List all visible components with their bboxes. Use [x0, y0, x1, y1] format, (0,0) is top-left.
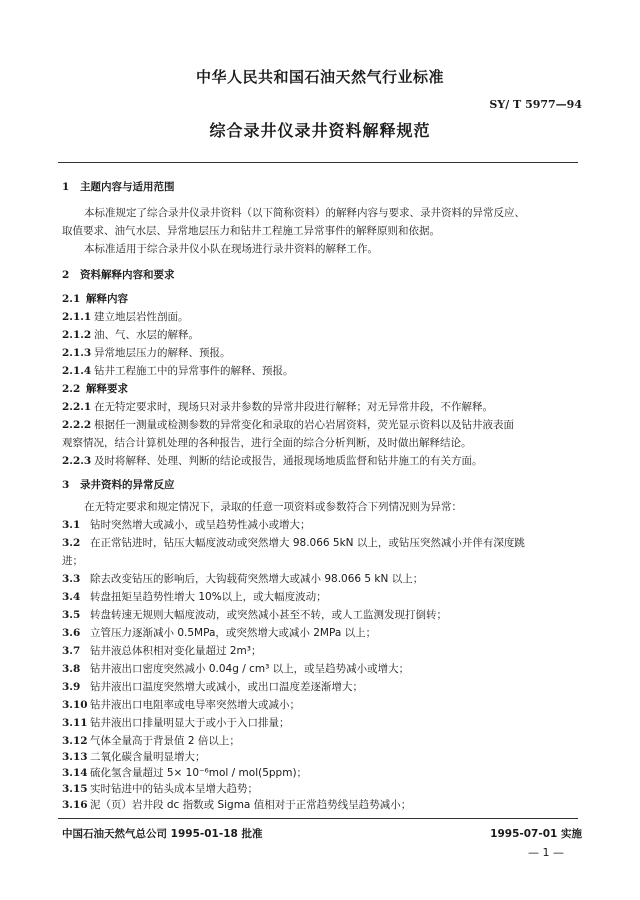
- clause-number: 3.16: [62, 799, 88, 811]
- clause-number: 3.14: [62, 767, 88, 779]
- section-title: 录井资料的异常反应: [80, 479, 175, 491]
- clause-number: 2.2: [62, 383, 81, 395]
- clause-text: 钻时突然增大或减小，或呈趋势性减小或增大；: [90, 519, 311, 531]
- clause-item: [62, 734, 582, 748]
- clause-text: 实时钻进中的钻头成本呈增大趋势；: [90, 783, 258, 795]
- clause-item: [62, 590, 582, 604]
- clause-text: 二氧化碳含量明显增大；: [90, 751, 206, 763]
- section-title: 资料解释内容和要求: [80, 269, 175, 281]
- clause-number: 2.1.3: [62, 347, 92, 359]
- clause-text: 在正常钻进时，钻压大幅度波动或突然增大 98.066 5kN 以上，或钻压突然减小并伴有深度跳: [90, 537, 525, 549]
- clause-text: 钻井液出口温度突然增大或减小，或出口温度差逐渐增大；: [90, 681, 363, 693]
- clause-number: 3.12: [62, 735, 88, 747]
- clause-text: 钻井液出口密度突然减小 0.04g / cm³ 以上，或呈趋势减小或增大；: [90, 663, 410, 675]
- clause-number: 3.1: [62, 519, 81, 531]
- clause-number: 2.2.1: [62, 401, 92, 413]
- clause-item: [62, 626, 582, 640]
- section-1-heading: [62, 180, 582, 194]
- section-number: 2: [62, 269, 70, 281]
- clause-text: 油、气、水层的解释。: [94, 329, 199, 341]
- clause-text: 根据任一测量或检测参数的异常变化和录取的岩心岩屑资料，荧光显示资料以及钻井液表面: [94, 419, 514, 431]
- clause-item: [62, 536, 582, 550]
- footer-divider: [58, 818, 578, 819]
- clause-number: 3.13: [62, 751, 88, 763]
- clause-text: 转盘扭矩呈趋势性增大 10%以上，或大幅度波动；: [90, 591, 327, 603]
- clause-number: 3.8: [62, 663, 81, 675]
- paragraph-line: 进；: [62, 555, 83, 567]
- section-3-heading: [62, 478, 582, 492]
- section-number: 1: [62, 181, 70, 193]
- clause-item: [62, 698, 582, 712]
- paragraph-line: 在无特定要求和规定情况下，录取的任意一项资料或参数符合下列情况则为异常：: [84, 501, 462, 513]
- clause-item: [62, 798, 582, 812]
- clause-text: 钻井液出口排量明显大于或小于入口排量；: [90, 717, 290, 729]
- clause-item: [62, 608, 582, 622]
- clause-number: 3.5: [62, 609, 81, 621]
- clause-text: 钻井液出口电阻率或电导率突然增大或减小；: [90, 699, 300, 711]
- clause-number: 3.6: [62, 627, 81, 639]
- subsection-2-1: [62, 292, 582, 306]
- clause-number: 3.10: [62, 699, 88, 711]
- subsection-2-2: [62, 382, 582, 396]
- paragraph-line: 本标准适用于综合录井仪小队在现场进行录井资料的解释工作。: [84, 243, 378, 255]
- clause-number: 3.11: [62, 717, 88, 729]
- clause-text: 异常地层压力的解释、预报。: [94, 347, 231, 359]
- clause-number: 3.2: [62, 537, 81, 549]
- clause-number: 2.1: [62, 293, 81, 305]
- section-number: 3: [62, 479, 70, 491]
- clause-item: [62, 364, 582, 378]
- clause-item: [62, 400, 582, 414]
- clause-number: 2.2.2: [62, 419, 92, 431]
- clause-text: 立管压力逐渐减小 0.5MPa，或突然增大或减小 2MPa 以上；: [90, 627, 377, 639]
- paragraph-line: 本标准规定了综合录井仪录井资料（以下简称资料）的解释内容与要求、录井资料的异常反应、: [84, 207, 525, 219]
- clause-item: [62, 572, 582, 586]
- clause-number: 3.7: [62, 645, 81, 657]
- clause-number: 2.1.2: [62, 329, 92, 341]
- document-title: 综合录井仪录井资料解释规范: [209, 121, 431, 140]
- clause-item: [62, 782, 582, 796]
- clause-text: 钻井工程施工中的异常事件的解释、预报。: [94, 365, 294, 377]
- page-number: — 1 —: [528, 846, 564, 859]
- clause-item: [62, 716, 582, 730]
- clause-item: [62, 346, 582, 360]
- clause-text: 硫化氢含量超过 5× 10⁻⁶mol / mol(5ppm)；: [90, 767, 308, 779]
- clause-item: [62, 750, 582, 764]
- paragraph-line: 观察情况，结合计算机处理的各种报告，进行全面的综合分析判断，及时做出解释结论。: [62, 437, 472, 449]
- clause-number: 3.15: [62, 783, 88, 795]
- clause-text: 转盘转速无规则大幅度波动，或突然减小甚至不转，或人工监测发现打倒转；: [90, 609, 447, 621]
- clause-text: 泥（页）岩井段 dc 指数或 Sigma 值相对于正常趋势线呈趋势减小；: [90, 799, 412, 811]
- clause-item: [62, 328, 582, 342]
- approval-note: 中国石油天然气总公司 1995-01-18 批准: [62, 828, 263, 840]
- section-2-heading: [62, 268, 582, 282]
- clause-title: 解释要求: [86, 383, 128, 395]
- clause-item: [62, 662, 582, 676]
- clause-text: 及时将解释、处理、判断的结论或报告，通报现场地质监督和钻井施工的有关方面。: [94, 455, 483, 467]
- clause-number: 3.3: [62, 573, 81, 585]
- paragraph-line: 取值要求、油气水层、异常地层压力和钻井工程施工异常事件的解释原则和依据。: [62, 225, 440, 237]
- clause-item: [62, 766, 582, 780]
- clause-number: 3.9: [62, 681, 81, 693]
- clause-title: 解释内容: [86, 293, 128, 305]
- clause-number: 2.2.3: [62, 455, 92, 467]
- clause-number: 2.1.1: [62, 311, 92, 323]
- standard-number: SY/ T 5977—94: [489, 98, 582, 111]
- clause-text: 气体全量高于背景值 2 倍以上；: [90, 735, 240, 747]
- clause-text: 在无特定要求时，现场只对录井参数的异常井段进行解释；对无异常井段，不作解释。: [94, 401, 493, 413]
- clause-number: 3.4: [62, 591, 81, 603]
- clause-text: 除去改变钻压的影响后，大钩载荷突然增大或减小 98.066 5 kN 以上；: [90, 573, 424, 585]
- header-divider: [58, 162, 578, 163]
- clause-number: 2.1.4: [62, 365, 92, 377]
- clause-item: [62, 418, 582, 432]
- clause-item: [62, 680, 582, 694]
- clause-item: [62, 310, 582, 324]
- clause-text: 钻井液总体积相对变化量超过 2m³；: [90, 645, 262, 657]
- clause-item: [62, 644, 582, 658]
- implementation-date: 1995-07-01 实施: [490, 828, 582, 840]
- clause-item: [62, 518, 582, 532]
- clause-text: 建立地层岩性剖面。: [94, 311, 189, 323]
- industry-standard-title: 中华人民共和国石油天然气行业标准: [195, 68, 444, 86]
- section-title: 主题内容与适用范围: [80, 181, 175, 193]
- clause-item: [62, 454, 582, 468]
